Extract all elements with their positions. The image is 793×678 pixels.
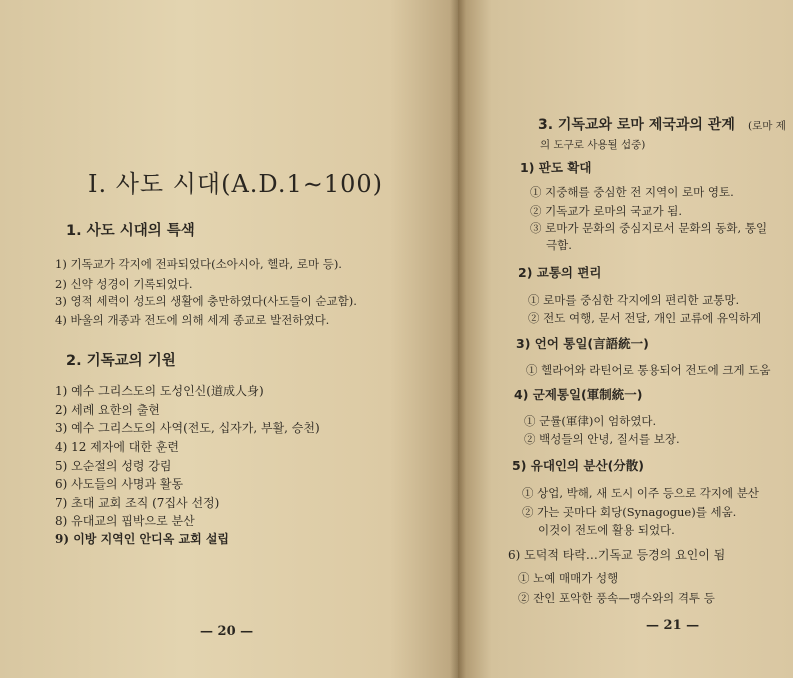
subsection-item: ① 지중해를 중심한 전 지역이 로마 영토.	[530, 185, 734, 199]
section-2-item: 2) 세례 요한의 출현	[55, 403, 160, 417]
subsection-title: 4) 군제통일(軍制統一)	[514, 387, 643, 402]
subsection-item: ② 잔인 포악한 풍속—맹수와의 격투 등	[518, 591, 715, 605]
section-2-item: 1) 예수 그리스도의 도성인신(道成人身)	[55, 384, 264, 398]
section-3-heading-note: (로마 제	[748, 120, 786, 132]
subsection-item: ② 기독교가 로마의 국교가 됨.	[530, 204, 682, 218]
section-3-heading-cont: 의 도구로 사용될 섭중)	[540, 139, 646, 151]
subsection-item: ② 전도 여행, 문서 전달, 개인 교류에 유익하게	[528, 311, 762, 325]
section-2-item: 9) 이방 지역인 안디옥 교회 설립	[55, 532, 230, 546]
section-2-item: 7) 초대 교회 조직 (7집사 선정)	[55, 496, 220, 510]
subsection-title: 1) 판도 확대	[520, 160, 592, 175]
section-2-item: 6) 사도들의 사명과 활동	[55, 477, 184, 491]
subsection-item: ② 가는 곳마다 회당(Synagogue)를 세움.	[522, 505, 737, 519]
subsection-item: ③ 로마가 문화의 중심지로서 문화의 동화, 통일	[530, 221, 768, 235]
section-2-item: 4) 12 제자에 대한 훈련	[55, 440, 179, 454]
subsection-item: ① 상업, 박해, 새 도시 이주 등으로 각지에 분산	[522, 486, 759, 500]
section-1-item: 1) 기독교가 각지에 전파되었다(소아시아, 헬라, 로마 등).	[55, 257, 342, 271]
page-number: — 21 —	[646, 618, 700, 633]
subsection-title: 5) 유대인의 분산(分散)	[512, 458, 644, 473]
subsection-item: ① 군률(軍律)이 엄하였다.	[524, 414, 657, 428]
page-number: — 20 —	[200, 624, 254, 639]
subsection-title: 2) 교통의 편리	[518, 265, 602, 280]
section-1-item: 2) 신약 성경이 기록되었다.	[55, 277, 193, 291]
section-1-item: 3) 영적 세력이 성도의 생활에 충만하였다(사도들이 순교함).	[55, 294, 357, 308]
section-2-item: 8) 유대교의 핍박으로 분산	[55, 514, 195, 528]
section-2-heading: 2. 기독교의 기원	[66, 353, 176, 369]
subsection-item: ① 헬라어와 라틴어로 통용되어 전도에 크게 도움	[526, 363, 771, 377]
section-2-item: 5) 오순절의 성령 강림	[55, 459, 172, 473]
book-gutter	[450, 0, 466, 678]
section-1-heading: 1. 사도 시대의 특색	[66, 223, 195, 239]
subsection-item: 극함.	[546, 238, 572, 252]
subsection-item: 이것이 전도에 활용 되었다.	[538, 523, 675, 537]
subsection-title: 6) 도덕적 타락…기독교 등경의 요인이 됨	[508, 548, 726, 562]
page-title: Ⅰ. 사도 시대(A.D.1∼100)	[88, 170, 383, 198]
subsection-item: ② 백성들의 안녕, 질서를 보장.	[524, 432, 680, 446]
section-1-item: 4) 바울의 개종과 전도에 의해 세계 종교로 발전하였다.	[55, 313, 330, 327]
section-2-item: 3) 예수 그리스도의 사역(전도, 십자가, 부활, 승천)	[55, 421, 320, 435]
section-3-heading: 3. 기독교와 로마 제국과의 관계	[538, 117, 735, 133]
right-page	[458, 0, 793, 678]
subsection-item: ① 노예 매매가 성행	[518, 571, 619, 585]
subsection-item: ① 로마를 중심한 각지에의 편리한 교통망.	[528, 293, 740, 307]
subsection-title: 3) 언어 통일(言語統一)	[516, 336, 649, 351]
